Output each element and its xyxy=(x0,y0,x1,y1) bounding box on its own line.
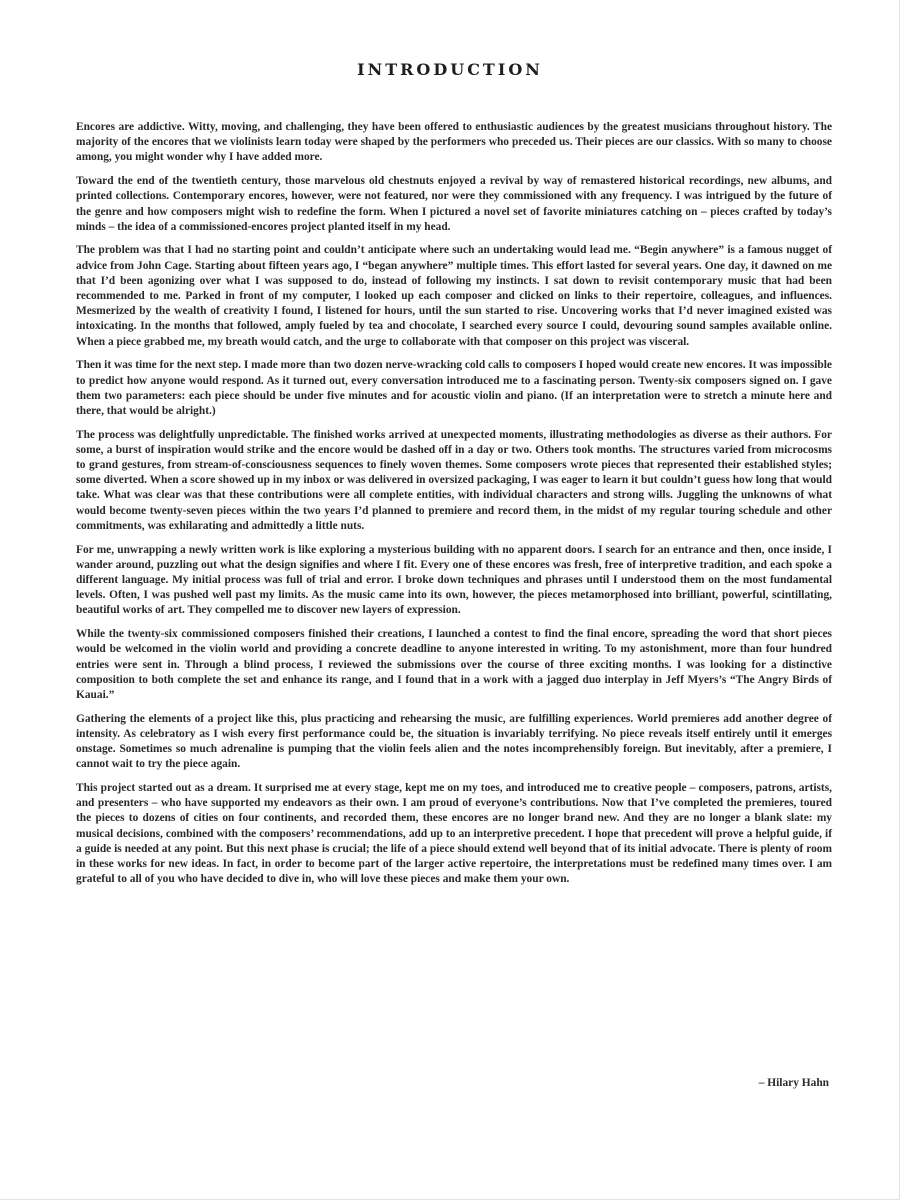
paragraph-3: The problem was that I had no starting point and couldn’t anticipate where such an undertaking would lead me. “Begin anywhere” is a famous nugget of advice from John Cage. Starting about fifteen years ago, I “began anywhere” multiple times. This effort lasted for several years. One day, it dawned on me that I’d been agonizing over what I was supposed to do, instead of following my instincts. I sat down to revisit contemporary music that had been recommended to me. Parked in front of my computer, I looked up each composer and clicked on links to their repertoire, colleagues, and influences. Mesmerized by the wealth of creativity I found, I listened for hours, until the sun started to rise. Uncovering works that I’d never imagined existed was intoxicating. In the months that followed, amply fueled by tea and chocolate, I searched every source I could, devouring sound samples available online. When a piece grabbed me, my breath would catch, and the urge to collaborate with that composer on this project was visceral. xyxy=(76,244,832,348)
paragraph-1: Encores are addictive. Witty, moving, and challenging, they have been offered to enthusiastic audiences by the greatest musicians throughout history. The majority of the encores that we violinists learn today were shaped by the performers who preceded us. Their pieces are our classics. With so many to choose among, you might wonder why I have added more. xyxy=(76,121,832,164)
paragraph-8: Gathering the elements of a project like this, plus practicing and rehearsing the music, are fulfilling experiences. World premieres add another degree of intensity. As celebratory as I wish every first performance could be, the situation is invariably terrifying. No piece reveals itself entirely until it emerges onstage. Sometimes so much adrenaline is pumping that the violin feels alien and the notes incomprehensibly foreign. But inevitably, after a premiere, I cannot wait to try the piece again. xyxy=(76,712,832,771)
paragraph-5: The process was delightfully unpredictable. The finished works arrived at unexpected moments, illustrating methodologies as diverse as their authors. For some, a burst of inspiration would strike and the encore would be dashed off in a day or two. Others took months. The structures varied from microcosms to grand gestures, from stream-of-consciousness sequences to finely woven themes. Some composers wrote pieces that represented their established styles; some diverted. When a score showed up in my inbox or was delivered in oversized packaging, I was eager to learn it but couldn’t guess how long that would take. What was clear was that these contributions were all complete entities, with individual characters and strong wills. Juggling the unknowns of what would become twenty-seven pieces within the two years I’d planned to premiere and record them, in the midst of my regular touring schedule and other commitments, was exhilarating and admittedly a little nuts. xyxy=(76,428,832,532)
paragraph-6: For me, unwrapping a newly written work is like exploring a mysterious building with no apparent doors. I search for an entrance and then, once inside, I wander around, puzzling out what the design signifies and where I fit. Every one of these encores was fresh, free of interpretive tradition, and each spoke a different language. My initial process was full of trial and error. I broke down techniques and phrases until I understood them on the most fundamental levels. Often, I was pushed well past my limits. As the music came into its own, however, the pieces metamorphosed into brilliant, powerful, scintillating, beautiful works of art. They compelled me to discover new layers of expression. xyxy=(76,543,832,617)
introduction-body xyxy=(76,120,832,896)
paragraph-2: Toward the end of the twentieth century, those marvelous old chestnuts enjoyed a revival by way of remastered historical recordings, new albums, and printed collections. Contemporary encores, however, were not featured, nor were they commissioned with any frequency. I was intrigued by the future of the genre and how composers might wish to redefine the form. When I pictured a novel set of favorite miniatures catching on – pieces crafted by today’s minds – the idea of a commissioned-encores project planted itself in my head. xyxy=(76,175,832,233)
paragraph-4: Then it was time for the next step. I made more than two dozen nerve-wracking cold calls to composers I hoped would create new encores. It was impossible to predict how anyone would respond. As it turned out, every conversation introduced me to a fascinating person. Twenty-six composers signed on. I gave them two parameters: each piece should be under five minutes and for acoustic violin and piano. (If an interpretation were to stretch a minute here and there, that would be alright.) xyxy=(76,359,832,417)
paragraph-7: While the twenty-six commissioned composers finished their creations, I launched a contest to find the final encore, spreading the word that short pieces would be welcomed in the violin world and providing a concrete deadline to anyone interested in writing. To my astonishment, more than four hundred entries were sent in. Through a blind process, I reviewed the submissions over the course of three exciting months. I was looking for a distinctive composition to both complete the set and enhance its range, and I found that in a work with a jagged duo interplay in Jeff Myers’s “The Angry Birds of Kauai.” xyxy=(76,628,832,701)
author-signature: – Hilary Hahn xyxy=(758,1077,829,1089)
paragraph-9: This project started out as a dream. It surprised me at every stage, kept me on my toes, and introduced me to creative people – composers, patrons, artists, and presenters – who have supported my endeavors as their own. I am proud of everyone’s contributions. Now that I’ve completed the premieres, toured the pieces to dozens of cities on four continents, and recorded them, these encores are no longer brand new. And they are no longer a blank slate: my musical decisions, combined with the composers’ recommendations, add up to an interpretive precedent. I hope that precedent will prove a helpful guide, if a guide is needed at any point. But this next phase is crucial; the life of a piece should extend well beyond that of its initial advocate. There is plenty of room in these works for new ideas. In fact, in order to become part of the larger active repertoire, the interpretations must be redefined many times over. I am grateful to all of you who have decided to dive in, who will love these pieces and make them your own. xyxy=(76,781,832,886)
page-title: INTRODUCTION xyxy=(357,60,543,79)
